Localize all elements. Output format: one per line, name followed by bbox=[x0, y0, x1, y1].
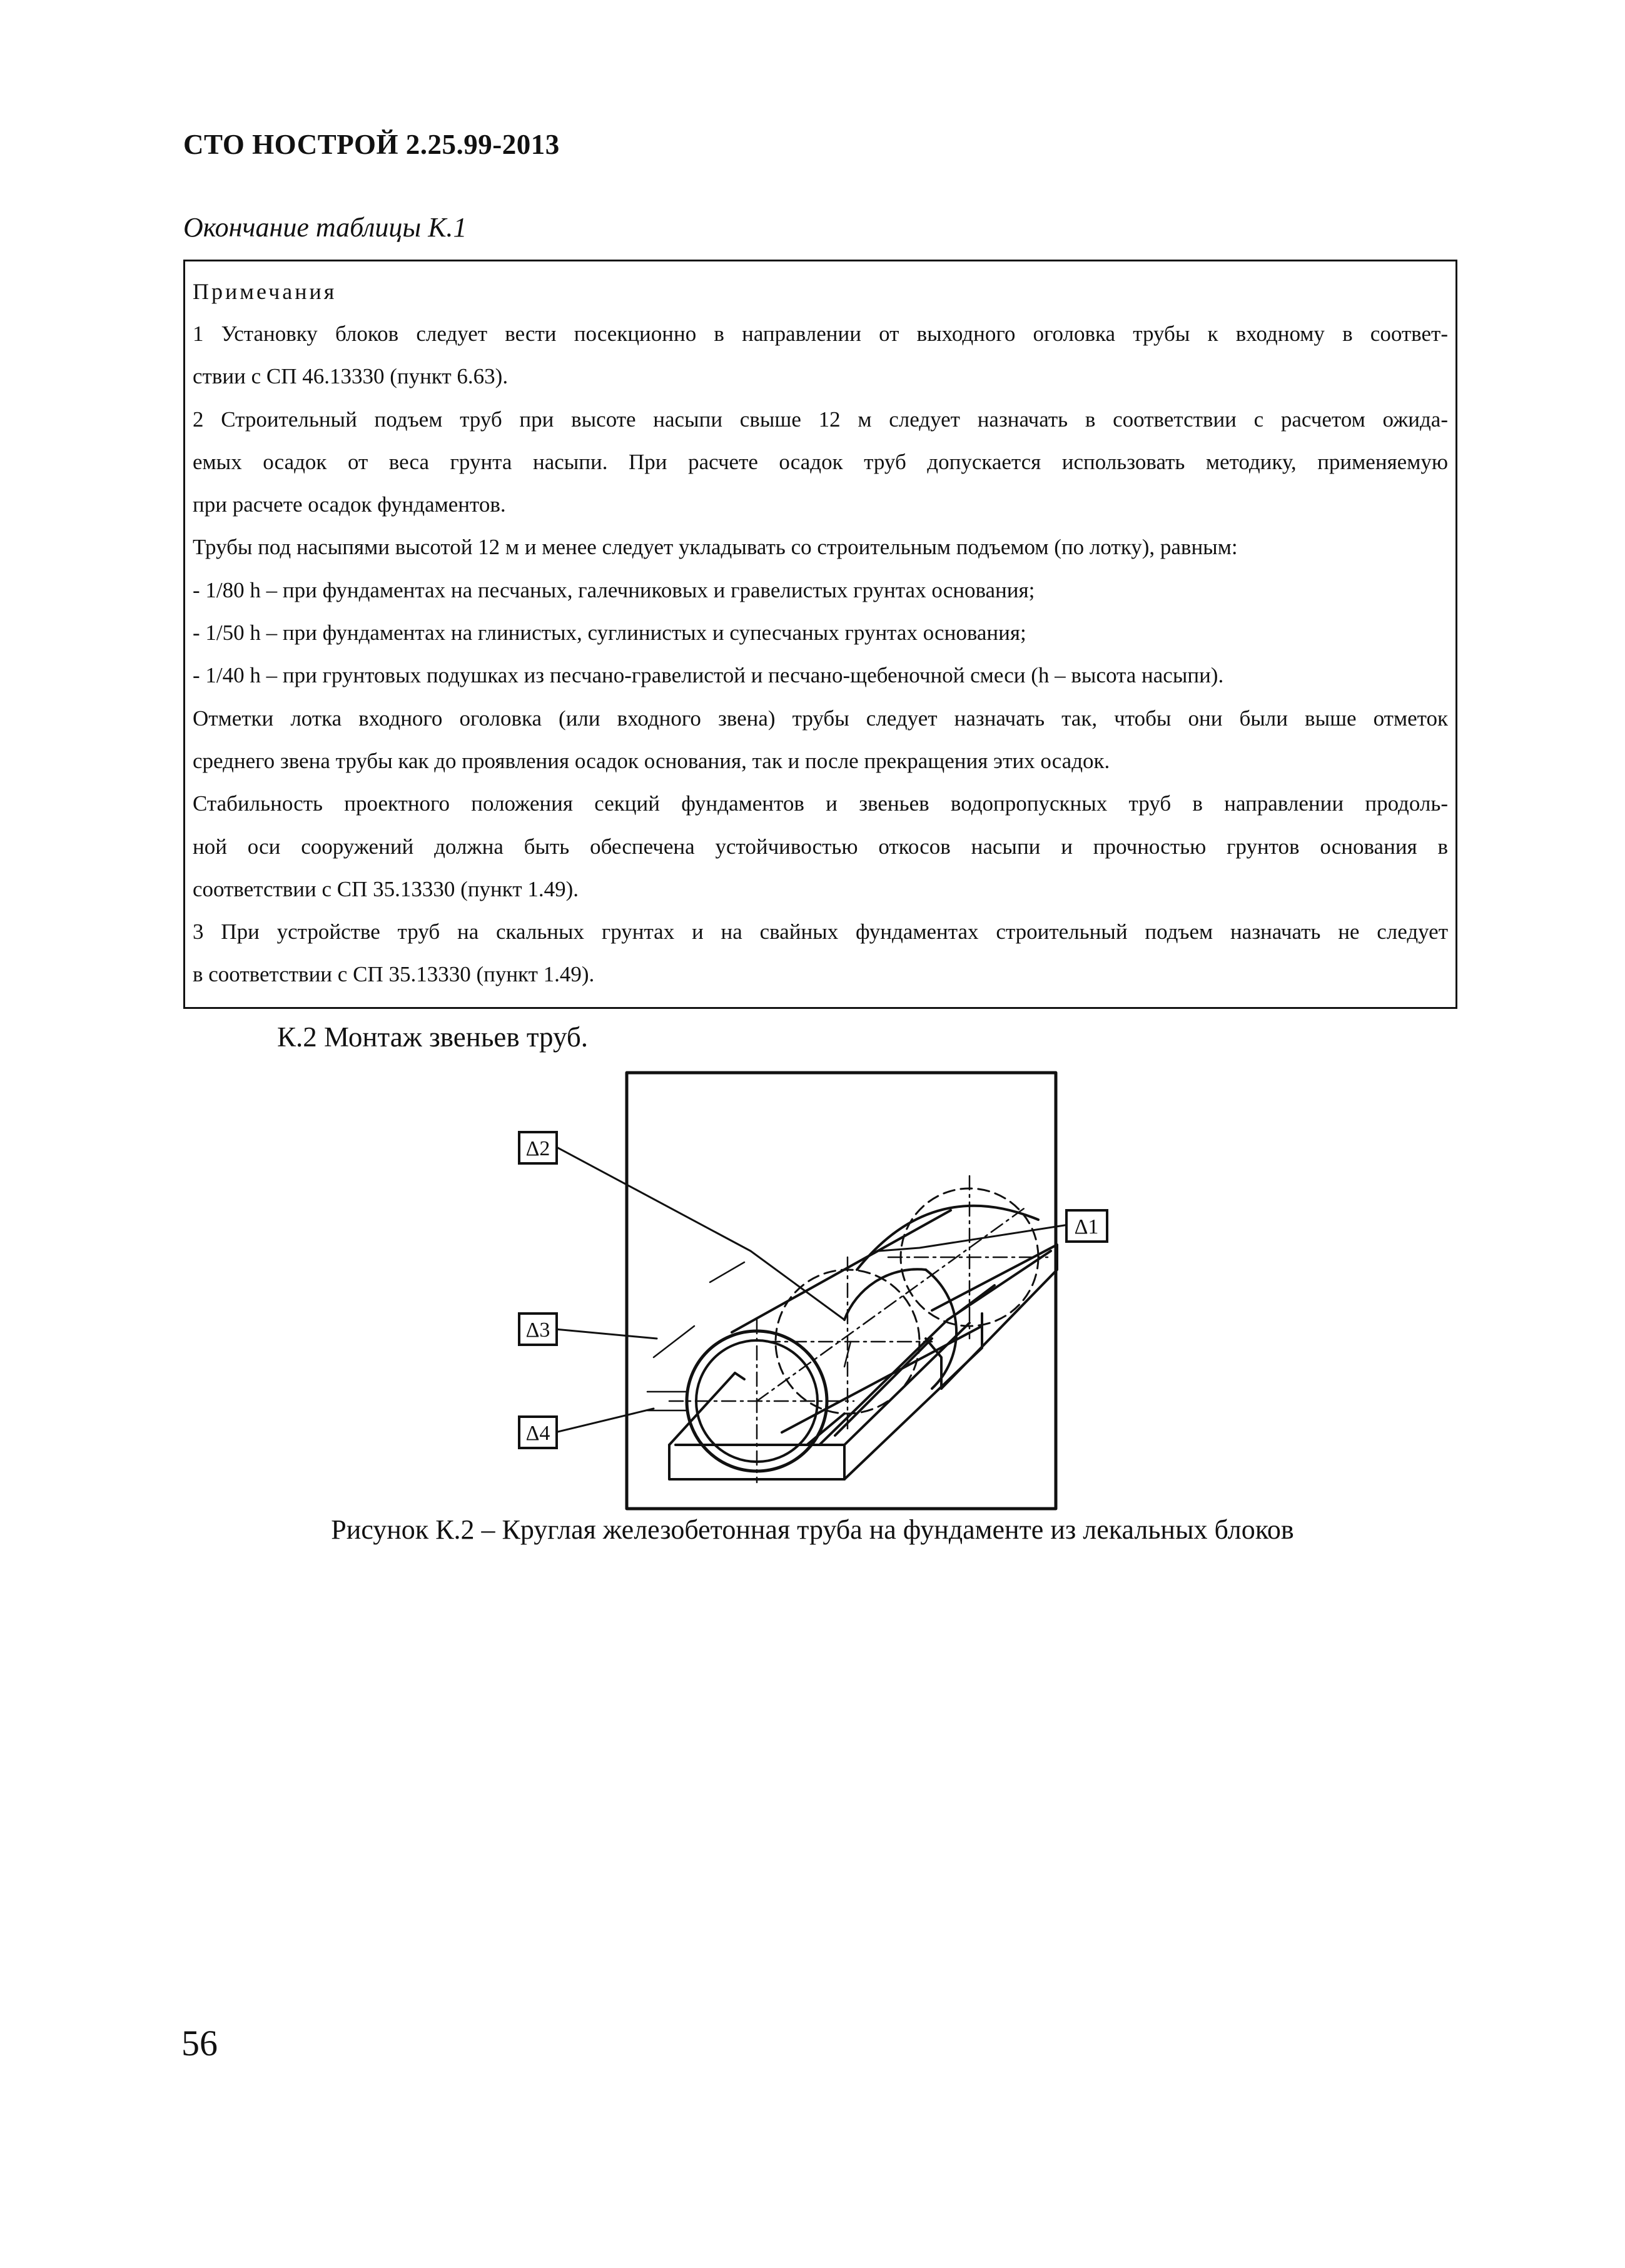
label-d1: Δ1 bbox=[1074, 1215, 1099, 1238]
pipe-foundation-figure bbox=[494, 1063, 1120, 1514]
notes-line: 2 Строительный подъем труб при высоте насыпи свыше 12 м следует назначать в соответствии с расчетом ожида- bbox=[193, 407, 1448, 432]
notes-line: среднего звена трубы как до проявления осадок основания, так и после прекращения этих осадок. bbox=[193, 748, 1110, 773]
label-d2: Δ2 bbox=[525, 1137, 550, 1160]
table-continuation-caption: Окончание таблицы К.1 bbox=[183, 212, 467, 243]
figure-caption: Рисунок К.2 – Круглая железобетонная труба на фундаменте из лекальных блоков bbox=[331, 1514, 1294, 1545]
notes-line: 1 Установку блоков следует вести посекционно в направлении от выходного оголовка трубы к входному в соответ- bbox=[193, 321, 1448, 346]
leader-d4 bbox=[555, 1409, 654, 1432]
label-d3: Δ3 bbox=[525, 1319, 550, 1342]
notes-title: Примечания bbox=[193, 279, 337, 304]
leader-d3 bbox=[555, 1329, 657, 1339]
notes-line: Стабильность проектного положения секций фундаментов и звеньев водопропускных труб в направлении продоль- bbox=[193, 791, 1448, 816]
notes-line: ной оси сооружений должна быть обеспечена устойчивостью откосов насыпи и прочностью грунтов основания в bbox=[193, 834, 1448, 859]
notes-line: в соответствии с СП 35.13330 (пункт 1.49). bbox=[193, 962, 595, 987]
notes-line: - 1/40 h – при грунтовых подушках из песчано-гравелистой и песчано-щебеночной смеси (h – высота насыпи). bbox=[193, 663, 1224, 688]
document-code-header: СТО НОСТРОЙ 2.25.99-2013 bbox=[183, 129, 560, 160]
notes-line: соответствии с СП 35.13330 (пункт 1.49). bbox=[193, 876, 579, 901]
notes-table bbox=[183, 260, 1457, 1009]
page-number: 56 bbox=[181, 2023, 218, 2063]
notes-line: Трубы под насыпями высотой 12 м и менее следует укладывать со строительным подъемом (по лотку), равным: bbox=[193, 535, 1238, 560]
notes-line: при расчете осадок фундаментов. bbox=[193, 492, 506, 517]
notes-line: - 1/50 h – при фундаментах на глинистых, суглинистых и супесчаных грунтах основания; bbox=[193, 620, 1026, 645]
notes-line: ствии с СП 46.13330 (пункт 6.63). bbox=[193, 364, 509, 389]
notes-line: 3 При устройстве труб на скальных грунтах и на свайных фундаментах строительный подъем назначать не следует bbox=[193, 919, 1448, 944]
pipe-foundation-drawing bbox=[494, 1063, 1120, 1514]
notes-line: Отметки лотка входного оголовка (или входного звена) трубы следует назначать так, чтобы они были выше отметок bbox=[193, 706, 1448, 731]
foundation-blocks bbox=[669, 1245, 1057, 1479]
notes-line: - 1/80 h – при фундаментах на песчаных, галечниковых и гравелистых грунтах основания; bbox=[193, 577, 1035, 602]
label-d4: Δ4 bbox=[525, 1422, 550, 1445]
section-subheading: К.2 Монтаж звеньев труб. bbox=[277, 1021, 588, 1053]
notes-line: емых осадок от веса грунта насыпи. При расчете осадок труб допускается использовать методику, применяемую bbox=[193, 449, 1448, 474]
